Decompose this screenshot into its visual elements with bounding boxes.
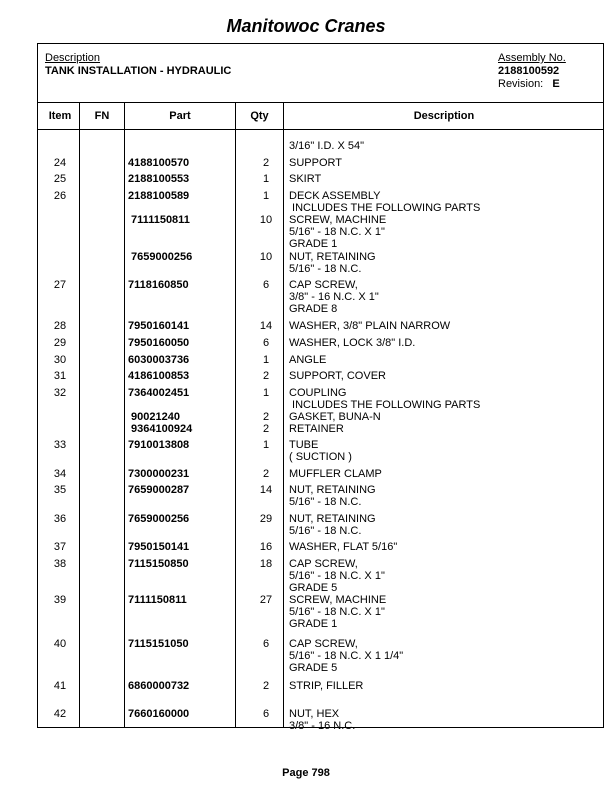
row-item-number: 41: [53, 680, 67, 692]
row-item-number: 39: [53, 594, 67, 606]
row-item-number: 35: [53, 484, 67, 496]
row-part-number: 7364002451: [128, 387, 190, 399]
row-quantity: 1: [262, 387, 270, 399]
row-quantity: 18: [259, 558, 273, 570]
row-quantity: 14: [259, 320, 273, 332]
row-description: 3/16" I.D. X 54": [289, 140, 365, 152]
row-description: CAP SCREW, 3/8" - 16 N.C. X 1" GRADE 8: [289, 279, 379, 315]
row-quantity: 2: [262, 157, 270, 169]
description-label: Description: [45, 52, 101, 64]
row-quantity: 1: [262, 190, 270, 202]
page-title: Manitowoc Cranes: [226, 16, 386, 36]
row-part-number: 7659000287: [128, 484, 190, 496]
row-description: NUT, RETAINING 5/16" - 18 N.C.: [289, 513, 376, 537]
row-quantity: 1: [262, 439, 270, 451]
row-quantity: 1: [262, 173, 270, 185]
row-description: WASHER, LOCK 3/8" I.D.: [289, 337, 416, 349]
row-part-number: 7660160000: [128, 708, 190, 720]
row-quantity: 6: [262, 279, 270, 291]
column-header-item: Item: [48, 110, 72, 122]
row-part-number: 7115151050: [128, 638, 189, 650]
row-item-number: 25: [53, 173, 67, 185]
row-quantity: 1: [262, 354, 270, 366]
row-item-number: 34: [53, 468, 67, 480]
column-header-fn: FN: [94, 110, 110, 122]
row-item-number: 31: [53, 370, 67, 382]
row-item-number: 30: [53, 354, 67, 366]
row-description: SUPPORT: [289, 157, 342, 169]
row-quantity: 6: [262, 708, 270, 720]
row-part-number: 7115150850: [128, 558, 189, 570]
row-quantity: 16: [259, 541, 273, 553]
row-part-number: 7659000256: [128, 251, 193, 263]
row-item-number: 29: [53, 337, 67, 349]
row-description: RETAINER: [289, 423, 344, 435]
row-part-number: 9364100924: [128, 423, 193, 435]
row-description: NUT, RETAINING 5/16" - 18 N.C.: [289, 251, 376, 275]
row-description: STRIP, FILLER: [289, 680, 364, 692]
row-part-number: 7300000231: [128, 468, 190, 480]
row-description: WASHER, 3/8" PLAIN NARROW: [289, 320, 451, 332]
row-quantity: 29: [259, 513, 273, 525]
column-header-qty: Qty: [250, 110, 269, 122]
row-description: NUT, RETAINING 5/16" - 18 N.C.: [289, 484, 376, 508]
row-part-number: 7111150811: [128, 214, 190, 226]
row-item-number: 38: [53, 558, 67, 570]
row-description: SUPPORT, COVER: [289, 370, 386, 382]
row-description: DECK ASSEMBLY INCLUDES THE FOLLOWING PARTS: [289, 190, 481, 214]
row-part-number: 4186100853: [128, 370, 190, 382]
row-description: MUFFLER CLAMP: [289, 468, 382, 480]
row-quantity: 27: [259, 594, 273, 606]
row-quantity: 10: [259, 251, 273, 263]
row-description: ANGLE: [289, 354, 327, 366]
page-number: Page 798: [282, 767, 330, 779]
header-divider: [38, 102, 603, 103]
row-item-number: 37: [53, 541, 67, 553]
row-description: WASHER, FLAT 5/16": [289, 541, 398, 553]
row-item-number: 27: [53, 279, 67, 291]
row-part-number: 7118160850: [128, 279, 189, 291]
column-header-description: Description: [413, 110, 475, 122]
row-item-number: 28: [53, 320, 67, 332]
row-quantity: 6: [262, 337, 270, 349]
revision-value: E: [552, 78, 560, 90]
revision-line: [498, 78, 566, 91]
row-quantity: 10: [259, 214, 273, 226]
column-header-part: Part: [169, 110, 191, 122]
row-part-number: 7950160141: [128, 320, 190, 332]
row-description: NUT, HEX 3/8" - 16 N.C.: [289, 708, 356, 732]
row-part-number: 2188100589: [128, 190, 190, 202]
row-part-number: 90021240: [128, 411, 180, 423]
row-item-number: 33: [53, 439, 67, 451]
row-part-number: 2188100553: [128, 173, 190, 185]
row-item-number: 26: [53, 190, 67, 202]
row-part-number: 7910013808: [128, 439, 190, 451]
assembly-value: 2188100592: [498, 65, 560, 77]
row-part-number: 6030003736: [128, 354, 190, 366]
row-part-number: 7950150141: [128, 541, 190, 553]
row-description: GASKET, BUNA-N: [289, 411, 381, 423]
row-item-number: 40: [53, 638, 67, 650]
row-quantity: 2: [262, 411, 270, 423]
column-divider: [235, 102, 236, 727]
row-quantity: 2: [262, 423, 270, 435]
row-item-number: 32: [53, 387, 67, 399]
row-part-number: 7111150811: [128, 594, 187, 606]
row-description: CAP SCREW, 5/16" - 18 N.C. X 1" GRADE 5: [289, 558, 385, 594]
row-quantity: 2: [262, 370, 270, 382]
row-description: SCREW, MACHINE 5/16" - 18 N.C. X 1" GRADE 1: [289, 214, 387, 250]
description-header: [45, 52, 231, 78]
parts-list-frame: [37, 43, 604, 732]
assembly-header: [498, 52, 566, 91]
row-item-number: 42: [53, 708, 67, 720]
row-description: SCREW, MACHINE 5/16" - 18 N.C. X 1" GRADE 1: [289, 594, 387, 630]
column-header-divider: [38, 129, 603, 130]
row-quantity: 6: [262, 638, 270, 650]
row-quantity: 2: [262, 468, 270, 480]
description-value: TANK INSTALLATION - HYDRAULIC: [45, 65, 232, 77]
row-part-number: 7659000256: [128, 513, 190, 525]
assembly-label: Assembly No.: [498, 52, 566, 64]
row-description: COUPLING INCLUDES THE FOLLOWING PARTS: [289, 387, 481, 411]
column-divider: [124, 102, 125, 727]
row-description: TUBE ( SUCTION ): [289, 439, 352, 463]
row-description: SKIRT: [289, 173, 322, 185]
row-item-number: 36: [53, 513, 67, 525]
row-part-number: 7950160050: [128, 337, 190, 349]
row-quantity: 2: [262, 680, 270, 692]
revision-label: Revision:: [498, 78, 544, 90]
row-part-number: 6860000732: [128, 680, 190, 692]
row-item-number: 24: [53, 157, 67, 169]
row-part-number: 4188100570: [128, 157, 190, 169]
row-description: CAP SCREW, 5/16" - 18 N.C. X 1 1/4" GRADE 5: [289, 638, 404, 674]
row-quantity: 14: [259, 484, 273, 496]
